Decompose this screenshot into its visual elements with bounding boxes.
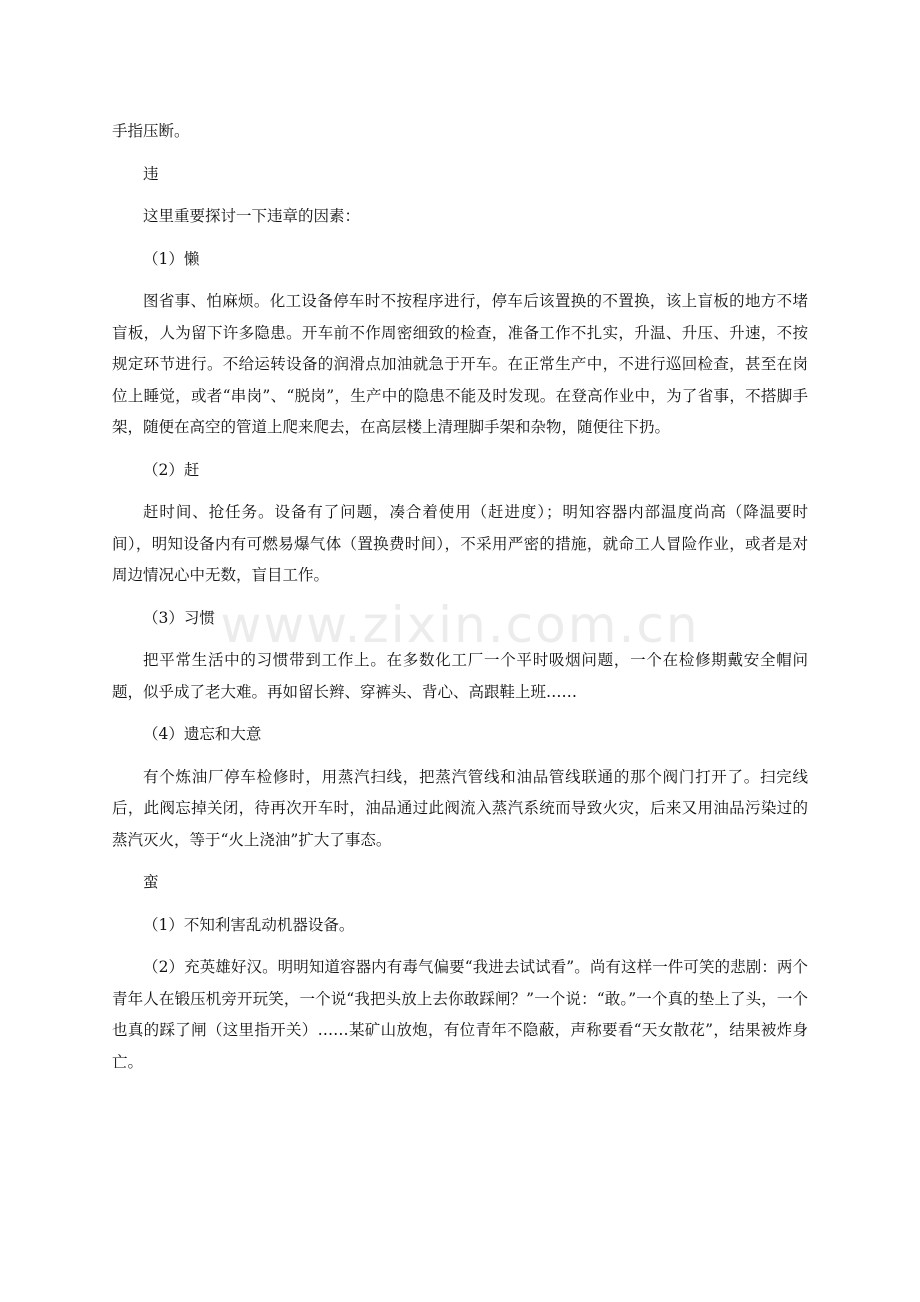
paragraph-continuation: 手指压断。 (112, 122, 190, 140)
subheading-lazy: （1）懒 (143, 249, 200, 268)
paragraph-rush: 赶时间、抢任务。设备有了问题，凑合着使用（赶进度）；明知容器内部温度尚高（降温要时间），明知设备内有可燃易爆气体（置换费时间），不采用严密的措施，就命工人冒险作业，或者是对周边情况心中无数，盲目工作。 (112, 503, 808, 584)
section-heading-wei: 违 (143, 164, 159, 183)
watermark: www.zixin.com.cn (220, 596, 700, 654)
paragraph-forget: 有个炼油厂停车检修时，用蒸汽扫线，把蒸汽管线和油品管线联通的那个阀门打开了。扫完线后，此阀忘掉关闭，待再次开车时，油品通过此阀流入蒸汽系统而导致火灾，后来又用油品污染过的蒸汽灭火，等于“火上浇油”扩大了事态。 (112, 767, 808, 849)
paragraph-habit: 把平常生活中的习惯带到工作上。在多数化工厂一个平时吸烟问题，一个在检修期戴安全帽问题，似乎成了老大难。再如留长辫、穿裤头、背心、高跟鞋上班…… (112, 651, 808, 701)
paragraph-lazy: 图省事、怕麻烦。化工设备停车时不按程序进行，停车后该置换的不置换，该上盲板的地方不堵盲板，人为留下许多隐患。开车前不作周密细致的检查，准备工作不扎实，升温、升压、升速，不按规定环节进行。不给运转设备的润滑点加油就急于开车。在正常生产中，不进行巡回检查，甚至在岗位上睡觉，或者“串岗”、“脱岗”，生产中的隐患不能及时发现。在登高作业中，为了省事，不搭脚手架，随便在高空的管道上爬来爬去，在高层楼上清理脚手架和杂物，随便往下扔。 (112, 292, 808, 436)
document-body (112, 116, 808, 1078)
subheading-forget: （4）遗忘和大意 (143, 725, 262, 743)
paragraph-man-2: （2）充英雄好汉。明明知道容器内有毒气偏要“我进去试试看”。尚有这样一件可笑的悲剧：两个青年人在锻压机旁开玩笑，一个说“我把头放上去你敢踩闸？”一个说：“敢。”一个真的垫上了头，一个也真的踩了闸（这里指开关）……某矿山放炮，有位青年不隐蔽，声称要看“天女散花”，结果被炸身亡。 (112, 958, 808, 1071)
subheading-rush: （2）赶 (143, 460, 200, 479)
section-heading-man: 蛮 (143, 873, 159, 891)
paragraph-man-1: （1）不知利害乱动机器设备。 (143, 915, 355, 934)
subheading-habit: （3）习惯 (143, 608, 215, 627)
paragraph-intro: 这里重要探讨一下违章的因素： (143, 207, 361, 225)
